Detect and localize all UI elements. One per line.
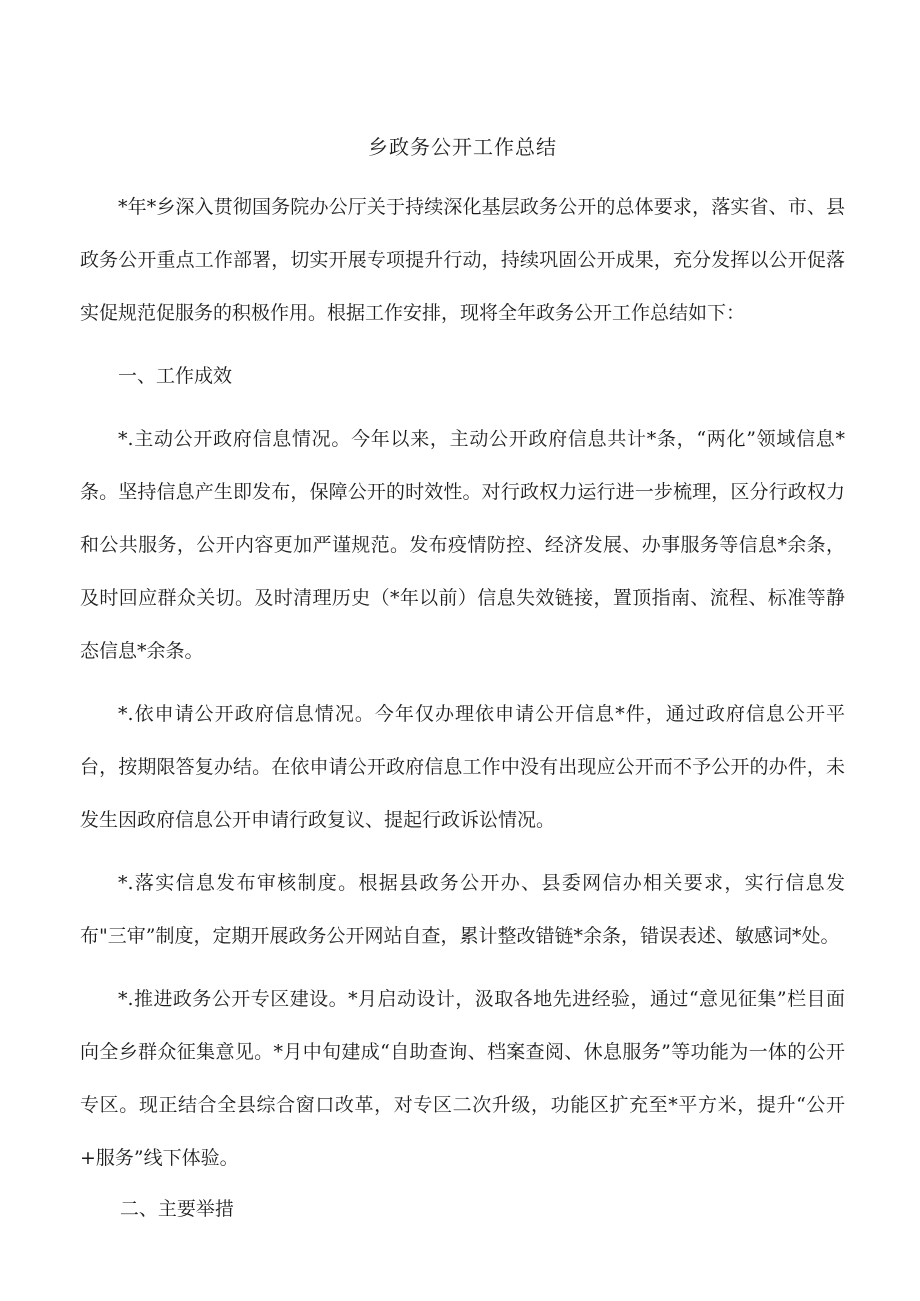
section-heading-results: 一、工作成效	[118, 365, 233, 387]
paragraph-proactive-disclosure: *.主动公开政府信息情况。今年以来，主动公开政府信息共计*条，“两化”领域信息*条。坚持信息产生即发布，保障公开的时效性。对行政权力运行进一步梳理，区分行政权力和公共服务，公开内容更加严谨规范。发布疫情防控、经济发展、办事服务等信息*余条，及时回应群众关切。及时清理历史（*年以前）信息失效链接，置顶指南、流程、标准等静态信息*余条。	[80, 428, 845, 662]
paragraph-review-system: *.落实信息发布审核制度。根据县政务公开办、县委网信办相关要求，实行信息发布"三审”制度，定期开展政务公开网站自查，累计整改错链*余条，错误表述、敏感词*处。	[80, 872, 845, 947]
paragraph-zone-construction: *.推进政务公开专区建设。*月启动设计，汲取各地先进经验，通过“意见征集”栏目面向全乡群众征集意见。*月中旬建成“自助查询、档案查阅、休息服务”等功能为一体的公开专区。现正结合全县综合窗口改革，对专区二次升级，功能区扩充至*平方米，提升“公开+服务”线下体验。	[80, 988, 845, 1169]
document-body	[80, 127, 845, 1246]
intro-paragraph: *年*乡深入贯彻国务院办公厅关于持续深化基层政务公开的总体要求，落实省、市、县政务公开重点工作部署，切实开展专项提升行动，持续巩固公开成果，充分发挥以公开促落实促规范促服务的积极作用。根据工作安排，现将全年政务公开工作总结如下：	[80, 196, 845, 324]
paragraph-application-disclosure: *.依申请公开政府信息情况。今年仅办理依申请公开信息*件，通过政府信息公开平台，按期限答复办结。在依申请公开政府信息工作中没有出现应公开而不予公开的办件，未发生因政府信息公开申请行政复议、提起行政诉讼情况。	[80, 703, 845, 831]
document-title: 乡政务公开工作总结	[368, 135, 557, 159]
section-heading-measures: 二、主要举措	[119, 1198, 234, 1220]
